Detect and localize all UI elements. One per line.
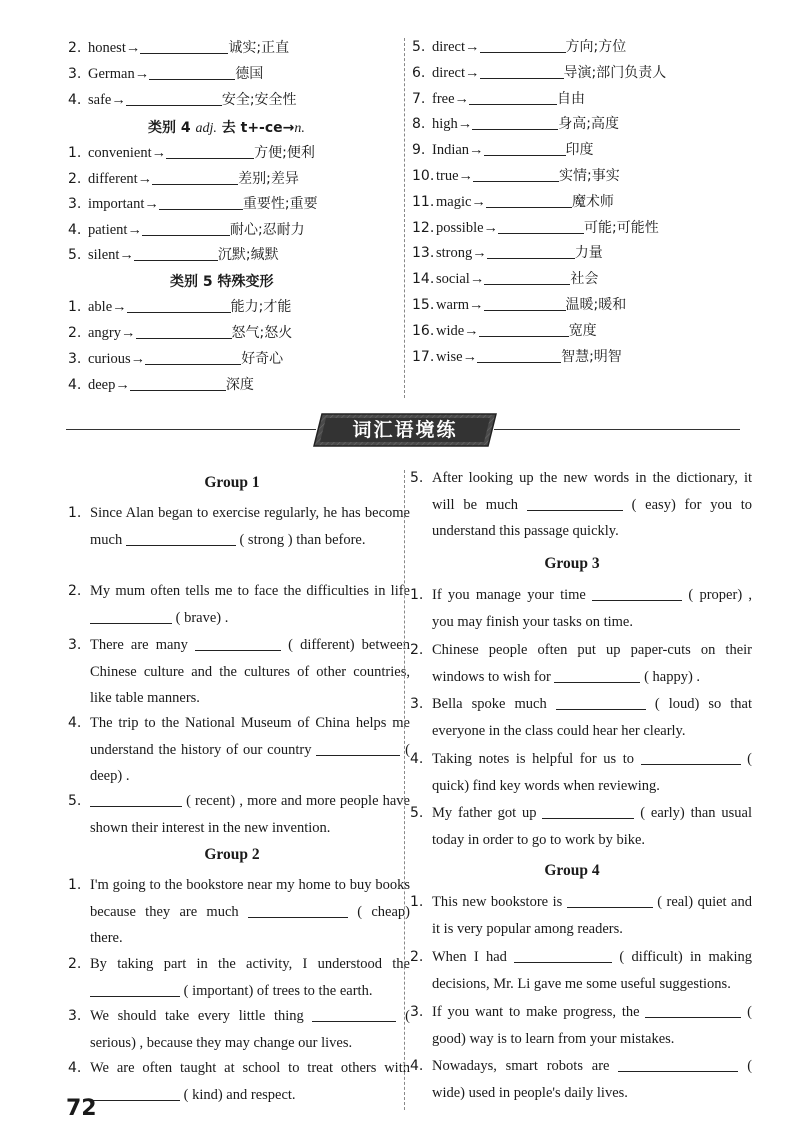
question-text [90, 578, 410, 631]
question-tail: ( strong ) than before. [239, 531, 366, 548]
question-lead: This new bookstore is [432, 894, 563, 910]
question-number: 1. [410, 894, 424, 910]
item-number: 3. [68, 196, 82, 212]
section-banner [312, 413, 498, 447]
question-text [432, 465, 752, 545]
base-word: direct→ [432, 64, 480, 81]
question-tail: ( wide) used in people's daily lives. [432, 1058, 753, 1101]
word-form-blank[interactable] [477, 348, 561, 363]
question-blank[interactable] [90, 982, 180, 997]
word-form-blank[interactable] [484, 141, 566, 156]
banner-rule-right [494, 429, 740, 430]
item-number: 4. [68, 92, 82, 108]
word-form-row [412, 38, 626, 56]
word-form-blank[interactable] [469, 90, 557, 105]
word-form-blank[interactable] [484, 270, 570, 285]
word-form-blank[interactable] [140, 39, 228, 54]
item-number: 12. [412, 219, 435, 236]
question-text [432, 746, 752, 799]
category-label: 类别 4 [148, 120, 191, 136]
question-number: 4. [410, 1058, 424, 1074]
chinese-meaning: 安全;安全性 [221, 92, 297, 108]
question-text [90, 632, 410, 712]
base-word: free→ [432, 90, 470, 107]
question-tail: ( serious) , because they may change our lives. [90, 1008, 411, 1051]
question-tail: ( cheap) there. [90, 903, 411, 946]
question-blank[interactable] [316, 741, 400, 756]
question-text [90, 788, 410, 841]
question-text [432, 999, 752, 1052]
item-number: 17. [412, 348, 435, 365]
question-blank[interactable] [641, 750, 741, 765]
item-number: 6. [412, 64, 426, 81]
word-form-row [412, 219, 659, 237]
question-blank[interactable] [645, 1003, 741, 1018]
base-word: angry→ [88, 325, 136, 341]
question-blank[interactable] [592, 586, 682, 601]
chinese-meaning: 导演;部门负责人 [563, 64, 667, 81]
question-text [90, 1003, 410, 1056]
question-text [432, 944, 752, 997]
question-lead: If you manage your time [432, 587, 586, 603]
question-number: 4. [68, 1060, 82, 1076]
question-lead: If you want to make progress, the [432, 1004, 640, 1020]
chinese-meaning: 宽度 [568, 322, 597, 339]
question-number: 3. [68, 1008, 82, 1024]
question-text [432, 582, 752, 635]
question-lead: Since Alan began to exercise regularly, he has become much [90, 505, 410, 548]
word-form-row [412, 296, 626, 314]
base-word: true→ [436, 168, 474, 184]
word-form-blank[interactable] [486, 193, 572, 208]
question-number: 3. [410, 696, 424, 712]
word-form-blank[interactable] [159, 195, 243, 210]
question-number: 1. [68, 505, 82, 521]
question-text [90, 951, 410, 1004]
exercise-column-divider [404, 470, 405, 1110]
question-number: 2. [410, 949, 424, 965]
item-number: 8. [412, 116, 426, 133]
word-form-blank[interactable] [145, 350, 241, 365]
question-number: 5. [68, 793, 82, 809]
question-tail: ( loud) so that everyone in the class could hear her clearly. [432, 696, 753, 739]
chinese-meaning: 可能;可能性 [584, 219, 659, 236]
word-form-blank[interactable] [136, 324, 232, 339]
item-number: 14. [412, 271, 435, 288]
chinese-meaning: 差别;差异 [238, 170, 299, 187]
question-blank[interactable] [567, 893, 653, 908]
word-form-blank[interactable] [487, 244, 575, 259]
base-word: wide→ [436, 322, 479, 339]
question-text [90, 872, 410, 952]
base-word: Indian→ [432, 142, 484, 159]
question-blank[interactable] [527, 496, 623, 511]
question-blank[interactable] [556, 695, 646, 710]
item-number: 3. [68, 66, 82, 82]
question-tail: ( early) than usual today in order to go to work by bike. [432, 805, 753, 848]
chinese-meaning: 能力;才能 [230, 299, 292, 315]
question-text [90, 710, 410, 790]
question-tail: ( easy) for you to understand this passage quickly. [432, 496, 753, 539]
word-form-blank[interactable] [479, 322, 569, 337]
item-number: 2. [68, 325, 82, 341]
word-form-row [68, 324, 292, 342]
chinese-meaning: 方向;方位 [565, 39, 627, 55]
base-word: deep→ [88, 377, 130, 393]
chinese-meaning: 身高;高度 [558, 116, 619, 133]
base-word: warm→ [436, 297, 484, 313]
item-number: 9. [412, 142, 426, 159]
word-form-row [68, 170, 299, 188]
word-form-blank[interactable] [473, 167, 559, 182]
item-number: 4. [68, 377, 82, 393]
question-text [432, 800, 752, 853]
base-word: patient→ [88, 221, 142, 238]
question-number: 3. [68, 637, 82, 653]
item-number: 5. [68, 247, 82, 263]
question-lead: I'm going to the bookstore near my home to buy books because they are much [90, 877, 410, 920]
question-lead: Taking notes is helpful for us to [432, 751, 634, 767]
word-form-blank[interactable] [472, 115, 558, 130]
question-number: 5. [410, 805, 424, 821]
question-number: 1. [68, 877, 82, 893]
category-5-heading: 类别 5 特殊变形 [170, 274, 274, 290]
word-form-row [68, 298, 291, 316]
question-number: 2. [410, 642, 424, 658]
chinese-meaning: 好奇心 [241, 351, 284, 367]
question-tail: ( proper) , you may finish your tasks on time. [432, 587, 753, 630]
noun-abbrev: n. [294, 121, 305, 136]
question-text [432, 691, 752, 744]
word-form-row [68, 39, 289, 57]
base-word: curious→ [88, 351, 146, 367]
question-blank[interactable] [90, 1086, 180, 1101]
chinese-meaning: 耐心;忍耐力 [229, 221, 305, 238]
chinese-meaning: 方便;便利 [254, 145, 315, 161]
top-column-divider [404, 38, 405, 398]
word-form-blank[interactable] [127, 298, 231, 313]
word-form-row [68, 144, 315, 162]
banner-title: 词汇语境练 [352, 419, 458, 441]
word-form-row [412, 270, 598, 288]
word-form-row [68, 246, 279, 264]
page-number: 72 [66, 1096, 97, 1121]
base-word: strong→ [436, 245, 487, 262]
question-tail: ( quick) find key words when reviewing. [432, 751, 753, 794]
word-form-row [68, 350, 283, 368]
word-form-row [68, 221, 305, 239]
word-form-blank[interactable] [149, 65, 235, 80]
base-word: honest→ [88, 40, 141, 56]
question-lead: After looking up the new words in the dictionary, it will be much [432, 470, 752, 513]
question-blank[interactable] [542, 804, 634, 819]
chinese-meaning: 智慧;明智 [561, 348, 622, 365]
word-form-blank[interactable] [480, 64, 564, 79]
word-form-blank[interactable] [142, 221, 230, 236]
question-text [90, 1055, 410, 1108]
item-number: 2. [68, 170, 82, 187]
question-blank[interactable] [514, 948, 612, 963]
base-word: convenient→ [88, 145, 167, 161]
rule-text: 去 t+-ce→ [221, 120, 295, 136]
word-form-row [412, 90, 585, 108]
question-text [432, 637, 752, 690]
question-tail: ( happy) . [644, 668, 701, 685]
word-form-blank[interactable] [480, 38, 566, 53]
question-number: 3. [410, 1004, 424, 1020]
question-lead: Nowadays, smart robots are [432, 1058, 610, 1074]
chinese-meaning: 德国 [235, 66, 264, 82]
item-number: 1. [68, 299, 82, 315]
question-lead: We are often taught at school to treat others with [90, 1060, 410, 1076]
word-form-row [412, 115, 619, 133]
base-word: able→ [88, 299, 127, 315]
item-number: 10. [412, 168, 435, 184]
question-lead: My mum often tells me to face the difficulties in life [90, 583, 410, 599]
word-form-row [68, 91, 297, 109]
base-word: important→ [88, 196, 159, 212]
word-form-row [68, 195, 318, 213]
item-number: 4. [68, 221, 82, 238]
base-word: silent→ [88, 247, 134, 263]
question-tail: ( good) way is to learn from your mistakes. [432, 1004, 753, 1047]
chinese-meaning: 温暖;暖和 [565, 297, 627, 313]
question-blank[interactable] [618, 1057, 738, 1072]
question-text [432, 889, 752, 942]
question-blank[interactable] [90, 609, 172, 624]
question-blank[interactable] [554, 668, 640, 683]
question-blank[interactable] [126, 531, 236, 546]
chinese-meaning: 重要性;重要 [242, 196, 318, 212]
item-number: 13. [412, 245, 435, 262]
question-blank[interactable] [312, 1007, 396, 1022]
question-blank[interactable] [248, 903, 348, 918]
question-tail: ( kind) and respect. [183, 1086, 296, 1103]
word-form-row [68, 65, 263, 83]
word-form-row [412, 141, 594, 159]
question-lead: Chinese people often put up paper-cuts on their windows to wish for [432, 642, 752, 685]
question-lead: We should take every little thing [90, 1008, 304, 1024]
item-number: 16. [412, 322, 435, 339]
word-form-blank[interactable] [126, 91, 222, 106]
question-lead: By taking part in the activity, I understood the [90, 956, 410, 972]
base-word: social→ [436, 271, 485, 288]
question-tail: ( different) between Chinese culture and the cultures of other countries, like table manners. [90, 637, 410, 706]
adj-abbrev: adj. [195, 121, 217, 136]
question-number: 4. [68, 715, 82, 731]
word-form-row [412, 193, 614, 211]
group-title: Group 2 [204, 846, 260, 863]
question-number: 5. [410, 470, 424, 486]
base-word: German→ [88, 66, 150, 82]
word-form-row [412, 322, 597, 340]
word-form-row [412, 348, 622, 366]
word-form-blank[interactable] [130, 376, 226, 391]
item-number: 5. [412, 39, 426, 55]
word-form-blank[interactable] [166, 144, 254, 159]
banner-rule-left [66, 429, 316, 430]
question-number: 2. [68, 956, 82, 972]
question-tail: ( brave) . [175, 609, 229, 626]
word-form-row [412, 167, 620, 185]
item-number: 7. [412, 90, 426, 107]
question-number: 4. [410, 751, 424, 767]
chinese-meaning: 深度 [225, 377, 254, 393]
item-number: 2. [68, 40, 82, 56]
base-word: different→ [88, 170, 153, 187]
question-lead: The trip to the National Museum of China helps me understand the history of our country [90, 715, 410, 758]
group-title: Group 4 [544, 862, 600, 879]
word-form-row [412, 64, 666, 82]
question-lead: My father got up [432, 805, 537, 821]
word-form-blank[interactable] [152, 170, 238, 185]
question-blank[interactable] [90, 792, 182, 807]
word-form-blank[interactable] [484, 296, 566, 311]
group-title: Group 1 [204, 474, 260, 491]
question-number: 2. [68, 583, 82, 599]
word-form-blank[interactable] [134, 246, 218, 261]
chinese-meaning: 诚实;正直 [228, 40, 290, 56]
question-text [90, 500, 410, 553]
question-lead: There are many [90, 637, 188, 653]
chinese-meaning: 怒气;怒火 [231, 325, 293, 341]
item-number: 1. [68, 145, 82, 161]
word-form-blank[interactable] [498, 219, 584, 234]
question-tail: ( important) of trees to the earth. [183, 982, 373, 999]
question-tail: ( recent) , more and more people have shown their interest in the new invention. [90, 793, 410, 836]
base-word: high→ [432, 116, 473, 133]
question-tail: ( deep) . [90, 741, 411, 784]
item-number: 11. [412, 193, 435, 210]
question-number: 1. [410, 587, 424, 603]
category-4-heading [148, 117, 305, 137]
chinese-meaning: 力量 [574, 245, 603, 262]
question-text [432, 1053, 752, 1106]
chinese-meaning: 实情;事实 [559, 168, 620, 184]
base-word: direct→ [432, 39, 480, 55]
question-tail: ( real) quiet and it is very popular among readers. [432, 894, 752, 937]
chinese-meaning: 印度 [565, 142, 594, 159]
word-form-row [68, 376, 254, 394]
chinese-meaning: 社会 [570, 271, 599, 288]
base-word: possible→ [436, 219, 499, 236]
chinese-meaning: 魔术师 [571, 193, 614, 210]
base-word: wise→ [436, 348, 478, 365]
word-form-row [412, 244, 603, 262]
item-number: 3. [68, 351, 82, 367]
question-blank[interactable] [195, 636, 281, 651]
question-lead: Bella spoke much [432, 696, 547, 712]
question-tail: ( difficult) in making decisions, Mr. Li gave me some useful suggestions. [432, 949, 753, 992]
base-word: magic→ [436, 193, 486, 210]
item-number: 15. [412, 297, 435, 313]
chinese-meaning: 沉默;缄默 [217, 247, 279, 263]
group-title: Group 3 [544, 555, 600, 572]
base-word: safe→ [88, 92, 126, 108]
chinese-meaning: 自由 [557, 90, 586, 107]
question-lead: When I had [432, 949, 507, 965]
